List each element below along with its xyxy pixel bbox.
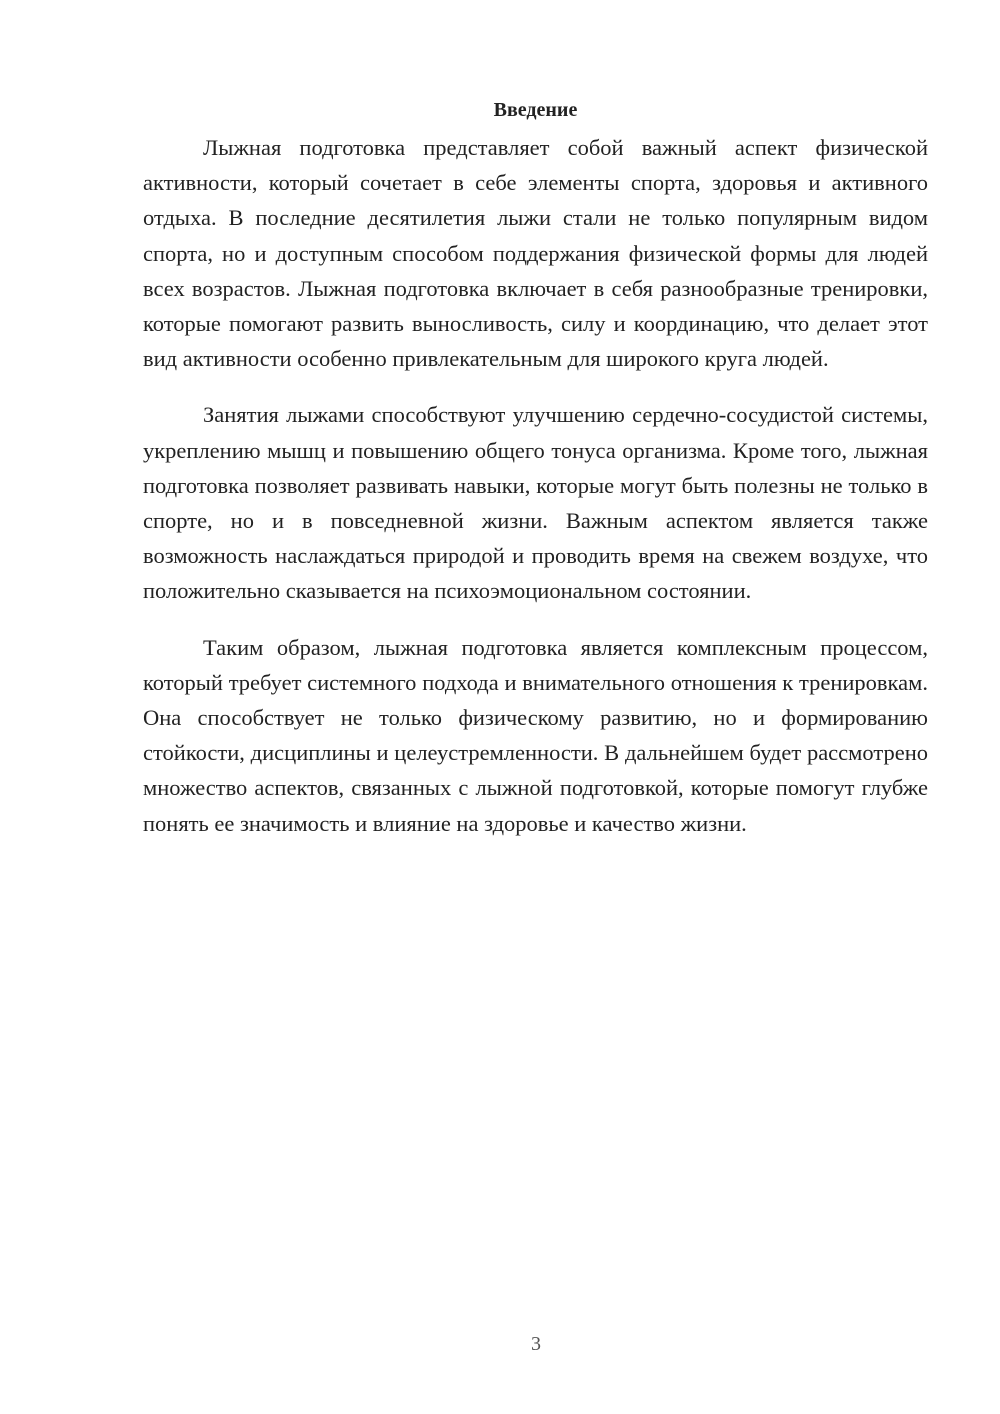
paragraph-1: Лыжная подготовка представляет собой важный аспект физической активности, который сочетает в себе элементы спорта, здоровья и активного отдыха. В последние десятилетия лыжи стали не только популярным видом спорта, но и доступным способом поддержания физической формы для людей всех возрастов. Лыжная подготовка включает в себя разнообразные тренировки, которые помогают развить выносливость, силу и координацию, что делает этот вид активности особенно привлекательным для широкого круга людей. bbox=[143, 135, 928, 372]
page-content bbox=[143, 92, 928, 862]
paragraph-2: Занятия лыжами способствуют улучшению сердечно-сосудистой системы, укреплению мышц и повышению общего тонуса организма. Кроме того, лыжная подготовка позволяет развивать навыки, которые могут быть полезны не только в спорте, но и в повседневной жизни. Важным аспектом является также возможность наслаждаться природой и проводить время на свежем воздухе, что положительно сказывается на психоэмоциональном состоянии. bbox=[143, 402, 928, 604]
section-title: Введение bbox=[493, 99, 578, 121]
paragraph-3: Таким образом, лыжная подготовка является комплексным процессом, который требует системного подхода и внимательного отношения к тренировкам. Она способствует не только физическому развитию, но и формированию стойкости, дисциплины и целеустремленности. В дальнейшем будет рассмотрено множество аспектов, связанных с лыжной подготовкой, которые помогут глубже понять ее значимость и влияние на здоровье и качество жизни. bbox=[143, 634, 928, 836]
page-number: 3 bbox=[531, 1333, 541, 1355]
